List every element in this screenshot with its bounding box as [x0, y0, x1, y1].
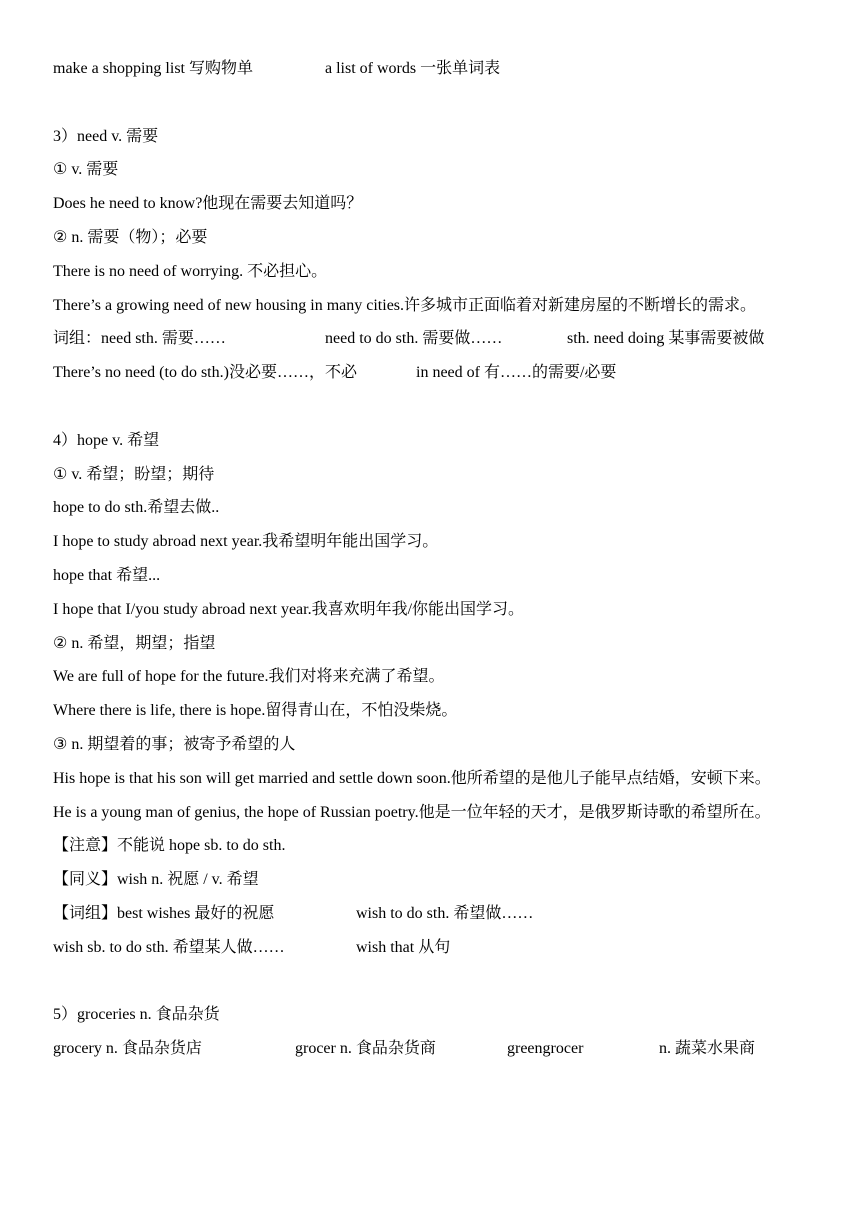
phrase-line	[53, 326, 813, 360]
example-sentence: He is a young man of genius, the hope of Russian poetry.他是一位年轻的天才，是俄罗斯诗歌的希望所在。	[53, 803, 771, 821]
word-greengrocer: greengrocer	[507, 1040, 584, 1058]
phrase-need-doing: sth. need doing 某事需要被做	[567, 330, 765, 348]
example-sentence: There’s a growing need of new housing in many cities.许多城市正面临着对新建房屋的不断增长的需求。	[53, 296, 757, 314]
sense-hope-verb: ① v. 希望；盼望；期待	[53, 465, 215, 483]
example-sentence: His hope is that his son will get married and settle down soon.他所希望的是他儿子能早点结婚，安顿下来。	[53, 769, 771, 787]
heading-need: 3）need v. 需要	[53, 127, 159, 145]
phrase-shopping-list: make a shopping list 写购物单	[53, 60, 253, 77]
example-sentence: I hope that I/you study abroad next year.我喜欢明年我/你能出国学习。	[53, 600, 525, 618]
phrase-best-wishes: 【词组】best wishes 最好的祝愿	[53, 904, 275, 922]
note-line: 【注意】不能说 hope sb. to do sth.	[53, 837, 286, 855]
example-sentence: Does he need to know?他现在需要去知道吗？	[53, 195, 363, 213]
heading-hope: 4）hope v. 希望	[53, 431, 160, 449]
heading-groceries: 5）groceries n. 食品杂货	[53, 1006, 220, 1024]
document-page	[53, 56, 813, 1070]
phrase-no-need: There’s no need (to do sth.)没必要……，不必	[53, 364, 357, 382]
phrase-hope-to-do: hope to do sth.希望去做..	[53, 499, 220, 517]
example-sentence: Where there is life, there is hope.留得青山在，不怕没柴烧。	[53, 702, 458, 720]
phrase-wish-sb: wish sb. to do sth. 希望某人做……	[53, 938, 285, 956]
example-sentence: There is no need of worrying. 不必担心。	[53, 262, 328, 280]
phrase-need-sth: 词组：need sth. 需要……	[53, 330, 226, 348]
sense-need-verb: ① v. 需要	[53, 161, 119, 179]
phrase-line	[53, 935, 813, 969]
phrase-wish-to-do: wish to do sth. 希望做……	[356, 904, 534, 922]
phrase-line	[53, 360, 813, 394]
phrase-wish-that: wish that 从句	[356, 938, 451, 956]
phrase-list-of-words: a list of words 一张单词表	[325, 60, 501, 77]
sense-hope-noun: ② n. 希望，期望；指望	[53, 634, 216, 652]
synonym-line: 【同义】wish n. 祝愿 / v. 希望	[53, 871, 259, 889]
example-sentence: We are full of hope for the future.我们对将来充满了希望。	[53, 668, 445, 686]
sense-hope-noun-2: ③ n. 期望着的事；被寄予希望的人	[53, 735, 296, 753]
word-family-line	[53, 1036, 813, 1070]
example-sentence: I hope to study abroad next year.我希望明年能出国学习。	[53, 533, 439, 551]
word-greengrocer-meaning: n. 蔬菜水果商	[659, 1040, 756, 1058]
phrase-hope-that: hope that 希望...	[53, 566, 161, 584]
sense-need-noun: ② n. 需要（物）；必要	[53, 228, 208, 246]
phrase-line	[53, 901, 813, 935]
phrase-in-need-of: in need of 有……的需要/必要	[416, 364, 617, 382]
vocab-line	[53, 56, 813, 90]
word-grocer: grocer n. 食品杂货商	[295, 1040, 436, 1058]
phrase-need-to-do: need to do sth. 需要做……	[325, 330, 503, 348]
word-grocery: grocery n. 食品杂货店	[53, 1040, 202, 1058]
